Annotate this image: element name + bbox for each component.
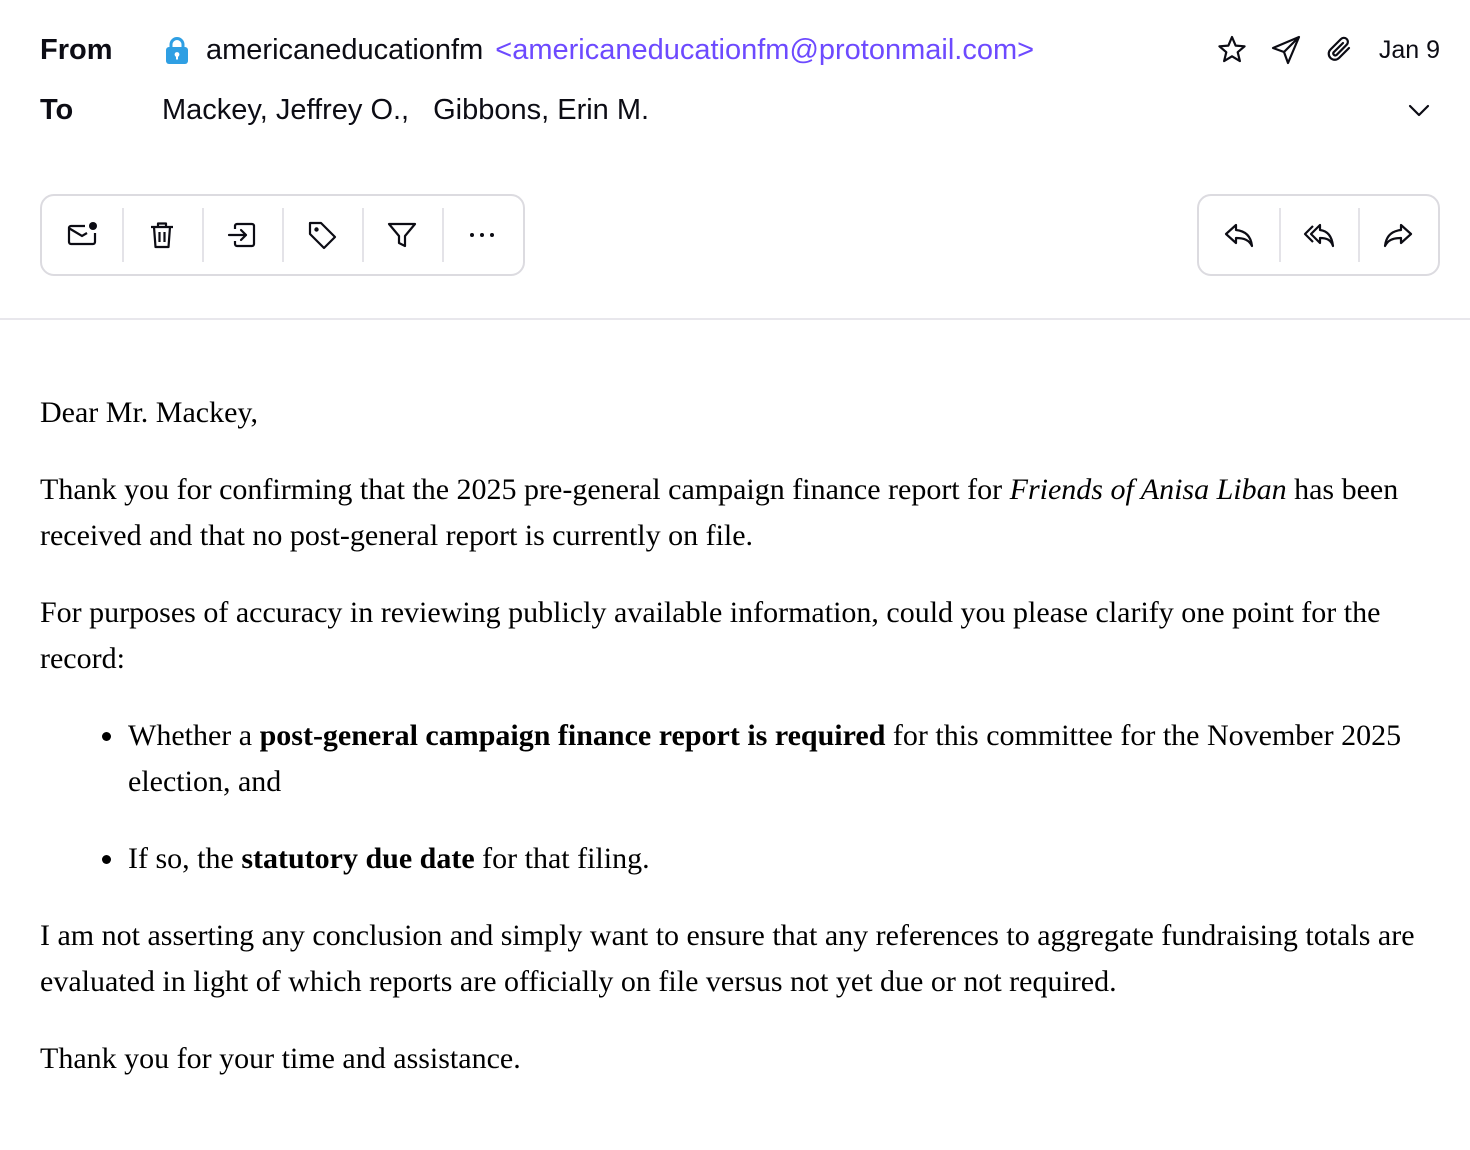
reply-toolbar: [1197, 194, 1440, 276]
reply-button[interactable]: [1199, 196, 1279, 274]
committee-name: Friends of Anisa Liban: [1009, 473, 1287, 506]
lock-icon: [162, 35, 192, 65]
list-item-1-b: for this committee for the November 2025 election, and: [128, 719, 1402, 798]
list-item-1-a: Whether a: [128, 719, 260, 752]
sender-name[interactable]: americaneducationfm: [206, 33, 484, 66]
header-divider: [0, 318, 1470, 320]
mark-unread-button[interactable]: [42, 196, 122, 274]
paragraph-3: I am not asserting any conclusion and simply want to ensure that any references to aggregate fundraising totals are evaluated in light of which reports are officially on file versus not yet due or not required.: [40, 919, 1415, 998]
list-item-1-bold: post-general campaign finance report is required: [259, 719, 886, 752]
more-icon: [465, 218, 499, 252]
paragraph-1-b: has been received and that no post-general report is currently on file.: [40, 473, 1399, 552]
mark-unread-icon: [65, 218, 99, 252]
move-button[interactable]: [202, 196, 282, 274]
recipient-2[interactable]: Gibbons, Erin M.: [433, 93, 650, 126]
paragraph-1-a: Thank you for confirming that the 2025 pre-general campaign finance report for: [40, 473, 1010, 506]
filter-icon: [385, 218, 419, 252]
from-row: [40, 28, 1440, 72]
list-item-2-bold: statutory due date: [241, 842, 475, 875]
greeting: Dear Mr. Mackey,: [40, 396, 258, 429]
trash-icon: [145, 218, 179, 252]
more-button[interactable]: [442, 196, 522, 274]
sender-email[interactable]: <americaneducationfm@protonmail.com>: [495, 33, 1035, 66]
message-body: [40, 390, 1445, 1113]
forward-button[interactable]: [1358, 196, 1438, 274]
to-row: [40, 88, 1440, 132]
paperclip-icon: [1323, 33, 1357, 67]
to-label: To: [40, 93, 74, 126]
paragraph-1: [40, 467, 1445, 559]
closing: Thank you for your time and assistance.: [40, 1042, 521, 1075]
question-list: [126, 713, 1445, 882]
paragraph-2: For purposes of accuracy in reviewing publicly available information, could you please clarify one point for the record:: [40, 596, 1381, 675]
list-item-2-a: If so, the: [128, 842, 242, 875]
label-icon: [305, 218, 339, 252]
message-date: Jan 9: [1378, 35, 1440, 64]
reply-all-icon: [1302, 218, 1336, 252]
message-toolbar: [40, 194, 525, 276]
star-icon[interactable]: [1215, 33, 1249, 67]
recipient-1[interactable]: Mackey, Jeffrey O.,: [162, 93, 410, 126]
label-button[interactable]: [282, 196, 362, 274]
list-item-2-b: for that filing.: [474, 842, 650, 875]
message-header: [0, 0, 1470, 320]
list-item: [126, 836, 1445, 882]
header-actions: [1215, 33, 1440, 67]
list-item: [126, 713, 1445, 805]
forward-icon: [1381, 218, 1415, 252]
reply-all-button[interactable]: [1279, 196, 1359, 274]
move-icon: [225, 218, 259, 252]
reply-icon: [1222, 218, 1256, 252]
paper-plane-icon: [1269, 33, 1303, 67]
delete-button[interactable]: [122, 196, 202, 274]
filter-button[interactable]: [362, 196, 442, 274]
from-label: From: [40, 33, 113, 66]
chevron-down-icon[interactable]: [1402, 93, 1436, 127]
